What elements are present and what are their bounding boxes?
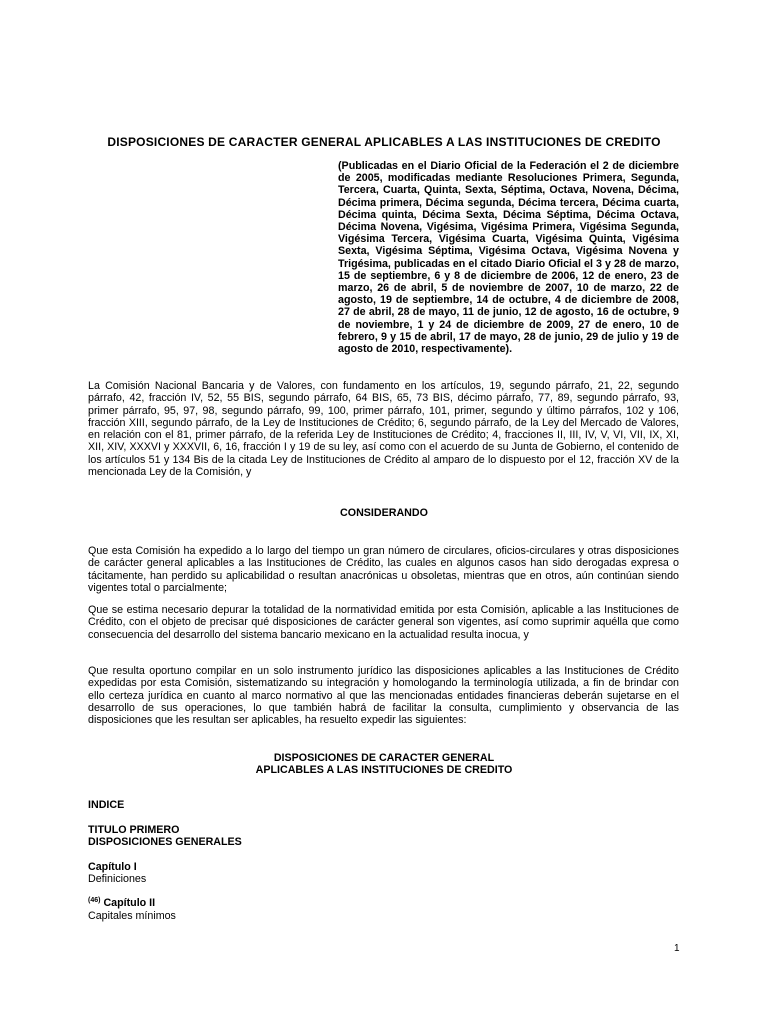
considerando-paragraph-3: Que resulta oportuno compilar en un solo instrumento jurídico las disposiciones aplicables a las Instituciones de Crédito expedidas por esta Comisión, sistematizando su integración y homologando la terminología utilizada, a fin de brindar con ello certeza jurídica en cuanto al marco normativo al que las mencionadas entidades financieras deberán sujetarse en el desarrollo de sus operaciones, lo que también habrá de facilitar la consulta, cumplimiento y observancia de las disposiciones que les resultan ser aplicables, ha resuelto expedir las siguientes: — [88, 665, 679, 727]
intro-paragraph: La Comisión Nacional Bancaria y de Valores, con fundamento en los artículos, 19, segundo párrafo, 21, 22, segundo párrafo, 42, fracción IV, 52, 55 BIS, segundo párrafo, 64 BIS, 65, 73 BIS, décimo párrafo, 77, 89, segundo párrafo, 93, primer párrafo, 95, 97, 98, segundo párrafo, 99, 100, primer párrafo, 101, primer, segundo y último párrafos, 102 y 106, fracción XIII, segundo párrafo, de la Ley de Instituciones de Crédito; 6, segundo párrafo, de la Ley del Mercado de Valores, en relación con el 81, primer párrafo, de la referida Ley de Instituciones de Crédito; 4, fracciones II, III, IV, V, VI, VII, IX, XI, XII, XIV, XXXVI y XXXVII, 6, 16, fracción I y 19 de su ley, así como con el acuerdo de su Junta de Gobierno, el contenido de los artículos 51 y 134 Bis de la citada Ley de Instituciones de Crédito al amparo de lo dispuesto por el 12, fracción XV de la mencionada Ley de la Comisión, y — [88, 380, 679, 479]
capitulo-2-heading — [88, 897, 155, 909]
section-subtitle — [0, 752, 768, 777]
subtitle-line-2: APLICABLES A LAS INSTITUCIONES DE CREDITO — [255, 764, 513, 777]
document-title: DISPOSICIONES DE CARACTER GENERAL APLICABLES A LAS INSTITUCIONES DE CREDITO — [107, 135, 661, 149]
titulo-primero: TITULO PRIMERO — [88, 824, 180, 836]
considerando-heading: CONSIDERANDO — [340, 507, 428, 519]
capitulo-2-label: Capítulo II — [103, 897, 156, 909]
subtitle-line-1: DISPOSICIONES DE CARACTER GENERAL — [273, 752, 495, 764]
index-heading: INDICE — [88, 799, 125, 811]
publication-note: (Publicadas en el Diario Oficial de la Federación el 2 de diciembre de 2005, modificadas mediante Resoluciones Primera, Segunda, Tercera, Cuarta, Quinta, Sexta, Séptima, Octava, Novena, Décima, Décima primera, Décima segunda, Décima tercera, Décima cuarta, Décima quinta, Décima Sexta, Décima Séptima, Décima Octava, Décima Novena, Vigésima, Vigésima Primera, Vigésima Segunda, Vigésima Tercera, Vigésima Cuarta, Vigésima Quinta, Vigésima Sexta, Vigésima Séptima, Vigésima Octava, Vigésima Novena y Trigésima, publicadas en el citado Diario Oficial el 3 y 28 de marzo, 15 de septiembre, 6 y 8 de diciembre de 2006, 12 de enero, 23 de marzo, 26 de abril, 5 de noviembre de 2007, 10 de marzo, 22 de agosto, 19 de septiembre, 14 de octubre, 4 de diciembre de 2008, 27 de abril, 28 de mayo, 11 de junio, 12 de agosto, 16 de octubre, 9 de noviembre, 1 y 24 de diciembre de 2009, 27 de enero, 10 de febrero, 9 y 15 de abril, 17 de mayo, 28 de junio, 29 de julio y 19 de agosto de 2010, respectivamente). — [338, 160, 679, 356]
capitulo-1-name: Definiciones — [88, 873, 147, 885]
considerando-paragraph-2: Que se estima necesario depurar la totalidad de la normatividad emitida por esta Comisión, aplicable a las Instituciones de Crédito, con el objeto de precisar qué disposiciones de carácter general son vigentes, así como suprimir aquélla que como consecuencia del desarrollo del sistema bancario mexicano en la actualidad resulta inocua, y — [88, 604, 679, 641]
considerando-paragraph-1: Que esta Comisión ha expedido a lo largo del tiempo un gran número de circulares, oficios-circulares y otras disposiciones de carácter general aplicables a las Instituciones de Crédito, las cuales en algunos casos han sido derogadas expresa o tácitamente, han perdido su aplicabilidad o resultan anacrónicas u obsoletas, mientras que en otros, aún continúan siendo vigentes total o parcialmente; — [88, 545, 679, 594]
page-number: 1 — [674, 943, 680, 954]
disposiciones-generales: DISPOSICIONES GENERALES — [88, 836, 242, 848]
footnote-marker: (46) — [88, 897, 101, 904]
capitulo-2-name: Capitales mínimos — [88, 910, 176, 922]
capitulo-1-label: Capítulo I — [88, 861, 137, 873]
